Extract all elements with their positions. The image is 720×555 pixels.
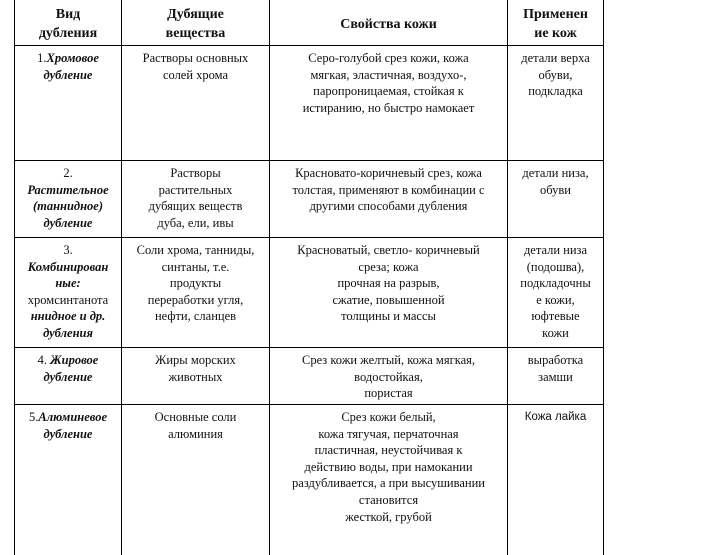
cell-type: 3. Комбинирован ные: хромсинтанота ннидное и др. дубления [15,238,122,348]
cell-usage: детали верха обуви, подкладка [508,46,604,161]
cell-agents: Соли хрома, танниды, синтаны, т.е. продукты переработки угля, нефти, сланцев [122,238,270,348]
cell-usage: выработка замши [508,348,604,405]
cell-properties: Срез кожи белый, кожа тягучая, перчаточная пластичная, неустойчивая к действию воды, при намокании раздубливается, а при высушивании становится жесткой, грубой [270,405,508,555]
header-type: Вид дубления [15,0,122,46]
cell-type: 1.Хромовое дубление [15,46,122,161]
header-row [15,0,604,46]
cell-agents: Основные соли алюминия [122,405,270,555]
cell-usage: детали низа (подошва), подкладочны е кожи, юфтевые кожи [508,238,604,348]
table-row [15,46,604,161]
cell-type: 5.Алюминевое дубление [15,405,122,555]
cell-agents: Жиры морских животных [122,348,270,405]
table-row [15,405,604,555]
tanning-types-table [14,0,604,555]
cell-type: 4. Жировое дубление [15,348,122,405]
cell-usage: Кожа лайка [508,405,604,555]
cell-properties: Красноватый, светло- коричневый среза; кожа прочная на разрыв, сжатие, повышенной толщины и массы [270,238,508,348]
cell-agents: Растворы основных солей хрома [122,46,270,161]
cell-properties: Серо-голубой срез кожи, кожа мягкая, эластичная, воздухо-, паропроницаемая, стойкая к истиранию, но быстро намокает [270,46,508,161]
cell-usage: детали низа, обуви [508,161,604,238]
table-row [15,161,604,238]
cell-properties: Срез кожи желтый, кожа мягкая, водостойкая, пористая [270,348,508,405]
header-properties: Свойства кожи [270,0,508,46]
header-usage: Применен ие кож [508,0,604,46]
table-row [15,238,604,348]
header-agents: Дубящие вещества [122,0,270,46]
table-row [15,348,604,405]
cell-properties: Красновато-коричневый срез, кожа толстая, применяют в комбинации с другими способами дубления [270,161,508,238]
cell-type: 2. Растительное (таннидное) дубление [15,161,122,238]
cell-agents: Растворы растительных дубящих веществ дуба, ели, ивы [122,161,270,238]
